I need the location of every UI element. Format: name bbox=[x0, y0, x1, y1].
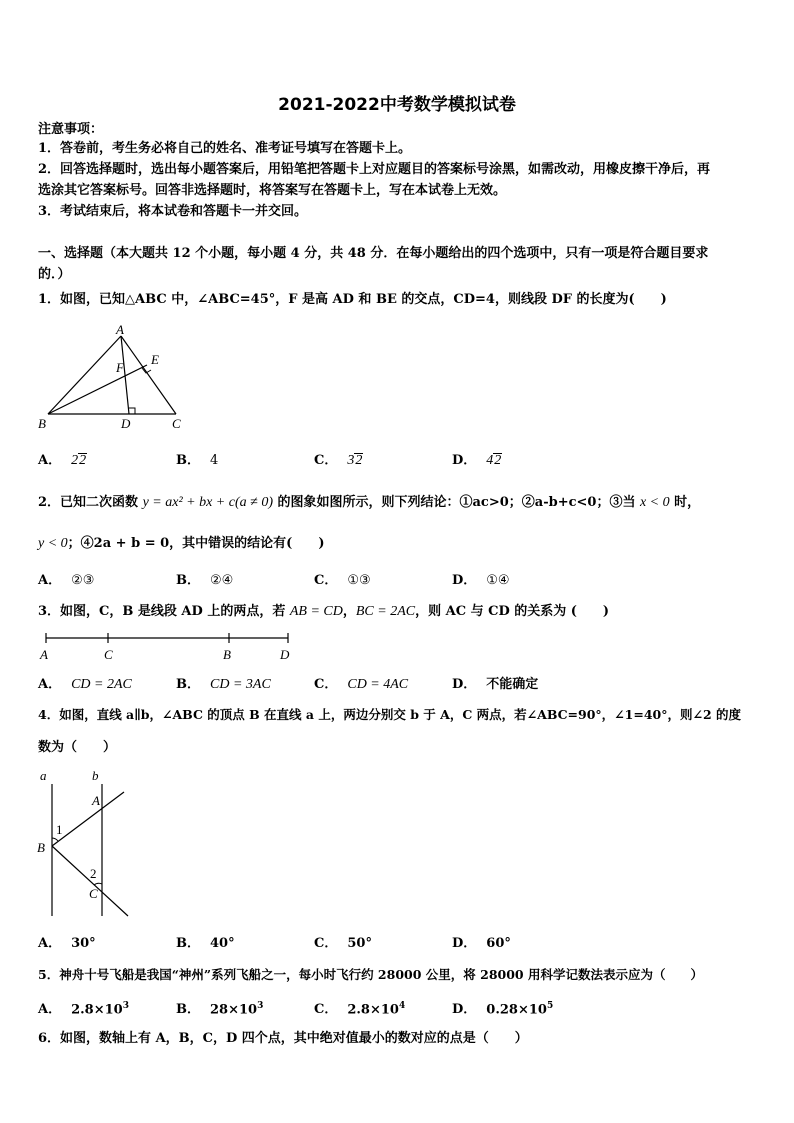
label-B: B bbox=[38, 416, 46, 431]
question-1-triangle-figure bbox=[36, 322, 186, 434]
question-4-line2: 数为（ ） bbox=[38, 740, 117, 755]
label-C: C bbox=[104, 647, 113, 662]
q1-option-c[interactable]: C． 32 bbox=[314, 453, 363, 468]
exam-title: 2021-2022中考数学模拟试卷 bbox=[278, 95, 516, 115]
q4-option-b[interactable]: B． 40° bbox=[176, 936, 235, 951]
q2-option-b[interactable]: B． ②④ bbox=[176, 573, 234, 588]
q5-option-a[interactable]: A． $2.8\times 10^3$ bbox=[38, 1001, 129, 1018]
q5-option-d[interactable]: D． $0.28\times 10^5$ bbox=[452, 1001, 554, 1018]
q5-option-c[interactable]: C． $2.8\times 10^4$ bbox=[314, 1001, 406, 1018]
question-1-text: 1．如图，已知△ABC 中，∠ABC=45°，F 是高 AD 和 BE 的交点，CD=4，则线段 DF 的长度为( ) bbox=[38, 292, 667, 307]
label-B: B bbox=[223, 647, 231, 662]
label-2: 2 bbox=[90, 866, 97, 881]
notice-line-2: 2．回答选择题时，选出每小题答案后，用铅笔把答题卡上对应题目的答案标号涂黑，如需改动，用橡皮擦干净后，再 bbox=[38, 162, 711, 177]
q4-option-a[interactable]: A． 30° bbox=[38, 936, 96, 951]
question-6-text: 6．如图，数轴上有 A，B，C，D 四个点，其中绝对值最小的数对应的点是（ ） bbox=[38, 1031, 528, 1046]
label-D: D bbox=[121, 416, 131, 431]
question-4-line1: 4．如图，直线 a∥b，∠ABC 的顶点 B 在直线 a 上，两边分别交 b 于 A，C 两点，若∠ABC=90°，∠1=40°，则∠2 的度 bbox=[38, 707, 741, 722]
label-A: A bbox=[92, 793, 100, 808]
label-B: B bbox=[37, 840, 45, 855]
section-heading-line2: 的．） bbox=[38, 267, 71, 282]
label-1: 1 bbox=[56, 822, 63, 837]
notice-line-1: 1．答卷前，考生务必将自己的姓名、准考证号填写在答题卡上。 bbox=[38, 141, 412, 156]
q2-option-d[interactable]: D． ①④ bbox=[452, 573, 510, 588]
question-3-segment-figure bbox=[36, 628, 296, 664]
label-A: A bbox=[116, 322, 124, 337]
q3-option-b[interactable]: B． CD = 3AC bbox=[176, 677, 271, 692]
question-5-text: 5．神舟十号飞船是我国“神州”系列飞船之一，每小时飞行约 28000 公里，将 28000 用科学记数法表示应为（ ） bbox=[38, 967, 703, 982]
q1-option-a[interactable]: A． 22 bbox=[38, 453, 87, 468]
question-4-parallel-lines-figure bbox=[34, 768, 134, 920]
label-C: C bbox=[172, 416, 181, 431]
q2-option-c[interactable]: C． ①③ bbox=[314, 573, 371, 588]
label-b: b bbox=[92, 768, 99, 783]
label-C: C bbox=[89, 886, 98, 901]
notice-heading: 注意事项： bbox=[38, 122, 104, 137]
question-2-line2: y < 0；④2a + b = 0，其中错误的结论有( ) bbox=[38, 536, 325, 551]
q1-option-d[interactable]: D． 42 bbox=[452, 453, 502, 468]
section-heading-line1: 一、选择题（本大题共 12 个小题，每小题 4 分，共 48 分．在每小题给出的四个选项中，只有一项是符合题目要求 bbox=[38, 246, 709, 261]
label-F: F bbox=[116, 360, 124, 375]
q3-option-a[interactable]: A． CD = 2AC bbox=[38, 677, 132, 692]
q3-option-d[interactable]: D． 不能确定 bbox=[452, 677, 539, 692]
label-E: E bbox=[151, 352, 159, 367]
label-D: D bbox=[280, 647, 290, 662]
label-A: A bbox=[40, 647, 48, 662]
question-3-text: 3．如图，C，B 是线段 AD 上的两点，若 AB = CD，BC = 2AC，则 AC 与 CD 的关系为 ( ) bbox=[38, 604, 610, 619]
q4-option-d[interactable]: D． 60° bbox=[452, 936, 511, 951]
question-2-line1: 2．已知二次函数 y = ax² + bx + c(a ≠ 0) 的图象如图所示，则下列结论：①ac>0；②a-b+c<0；③当 x < 0 时， bbox=[38, 495, 701, 510]
q3-option-c[interactable]: C． CD = 4AC bbox=[314, 677, 409, 692]
notice-line-4: 3．考试结束后，将本试卷和答题卡一并交回。 bbox=[38, 204, 308, 219]
q2-option-a[interactable]: A． ②③ bbox=[38, 573, 95, 588]
q1-option-b[interactable]: B． 4 bbox=[176, 453, 219, 468]
q5-option-b[interactable]: B． $28\times 10^3$ bbox=[176, 1001, 264, 1018]
q4-option-c[interactable]: C． 50° bbox=[314, 936, 372, 951]
notice-line-3: 选涂其它答案标号。回答非选择题时，将答案写在答题卡上，写在本试卷上无效。 bbox=[38, 183, 507, 198]
label-a: a bbox=[40, 768, 47, 783]
